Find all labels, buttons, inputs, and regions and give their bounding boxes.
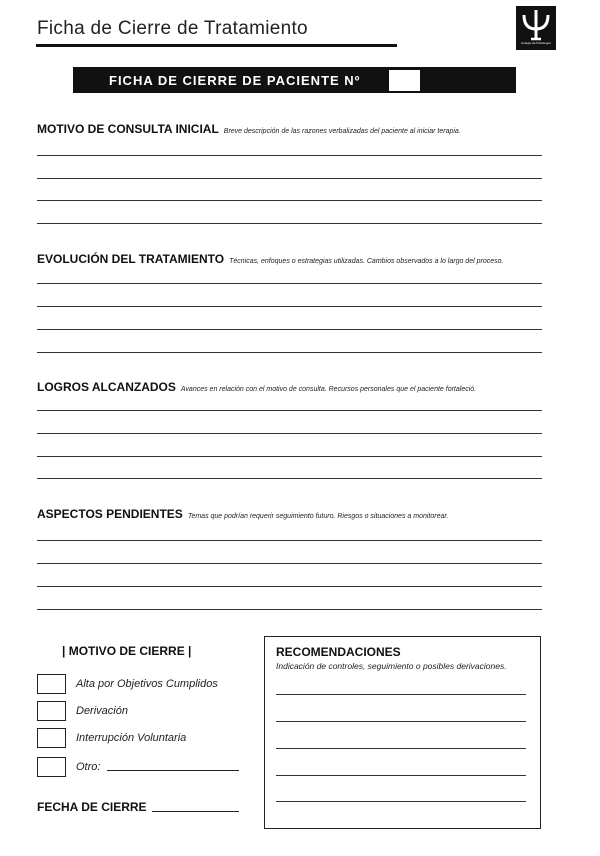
logo [516, 6, 556, 50]
writing-line[interactable] [276, 801, 526, 802]
writing-line[interactable] [37, 456, 542, 457]
option-label: Interrupción Voluntaria [76, 732, 187, 744]
writing-line[interactable] [37, 433, 542, 434]
recommendations-description: Indicación de controles, seguimiento o posibles derivaciones. [276, 661, 507, 671]
writing-line[interactable] [37, 329, 542, 330]
section-pending-aspects [37, 505, 448, 523]
writing-line[interactable] [37, 306, 542, 307]
section-title: LOGROS ALCANZADOS [37, 380, 176, 394]
closure-date-line[interactable] [152, 811, 239, 812]
section-description: Temas que podrían requerir seguimiento futuro. Riesgos o situaciones a monitorear. [187, 513, 449, 520]
other-reason-line[interactable] [107, 770, 239, 771]
section-description: Avances en relación con el motivo de consulta. Recursos personales que el paciente fortaleció. [180, 386, 477, 393]
closure-reason-title: | MOTIVO DE CIERRE | [62, 644, 192, 658]
recommendations-title: RECOMENDACIONES [276, 645, 401, 659]
option-label: Derivación [76, 705, 128, 717]
option-label: Otro: [76, 761, 101, 773]
closure-date-label: FECHA DE CIERRE [37, 800, 147, 814]
title-underline [36, 44, 397, 47]
banner-label: FICHA DE CIERRE DE PACIENTE Nº [109, 73, 361, 88]
writing-line[interactable] [37, 352, 542, 353]
writing-line[interactable] [276, 775, 526, 776]
writing-line[interactable] [276, 748, 526, 749]
writing-line[interactable] [37, 410, 542, 411]
writing-line[interactable] [37, 178, 542, 179]
writing-line[interactable] [37, 223, 542, 224]
checkbox-voluntary-interruption[interactable] [37, 728, 66, 748]
checkbox-other[interactable] [37, 757, 66, 777]
logo-caption: Colegio de Psicólogos [521, 41, 551, 45]
writing-line[interactable] [37, 283, 542, 284]
section-title: MOTIVO DE CONSULTA INICIAL [37, 122, 219, 136]
checkbox-referral[interactable] [37, 701, 66, 721]
section-consultation-reason [37, 120, 461, 138]
writing-line[interactable] [37, 586, 542, 587]
writing-line[interactable] [37, 155, 542, 156]
writing-line[interactable] [37, 540, 542, 541]
patient-closure-banner [73, 67, 516, 93]
recommendations-box [264, 636, 541, 829]
writing-line[interactable] [37, 563, 542, 564]
section-achievements [37, 378, 476, 396]
section-title: ASPECTOS PENDIENTES [37, 507, 183, 521]
patient-number-field[interactable] [389, 70, 420, 91]
option-label: Alta por Objetivos Cumplidos [76, 678, 218, 690]
writing-line[interactable] [37, 200, 542, 201]
psi-logo-icon [516, 6, 556, 42]
checkbox-objectives-met[interactable] [37, 674, 66, 694]
document-title: Ficha de Cierre de Tratamiento [37, 18, 308, 39]
writing-line[interactable] [276, 721, 526, 722]
writing-line[interactable] [276, 694, 526, 695]
section-description: Breve descripción de las razones verbalizadas del paciente al iniciar terapia. [223, 128, 461, 135]
writing-line[interactable] [37, 478, 542, 479]
section-title: EVOLUCIÓN DEL TRATAMIENTO [37, 252, 225, 266]
section-treatment-evolution [37, 250, 503, 268]
writing-line[interactable] [37, 609, 542, 610]
section-description: Técnicas, enfoques o estrategias utilizadas. Cambios observados a lo largo del proceso. [229, 258, 504, 265]
